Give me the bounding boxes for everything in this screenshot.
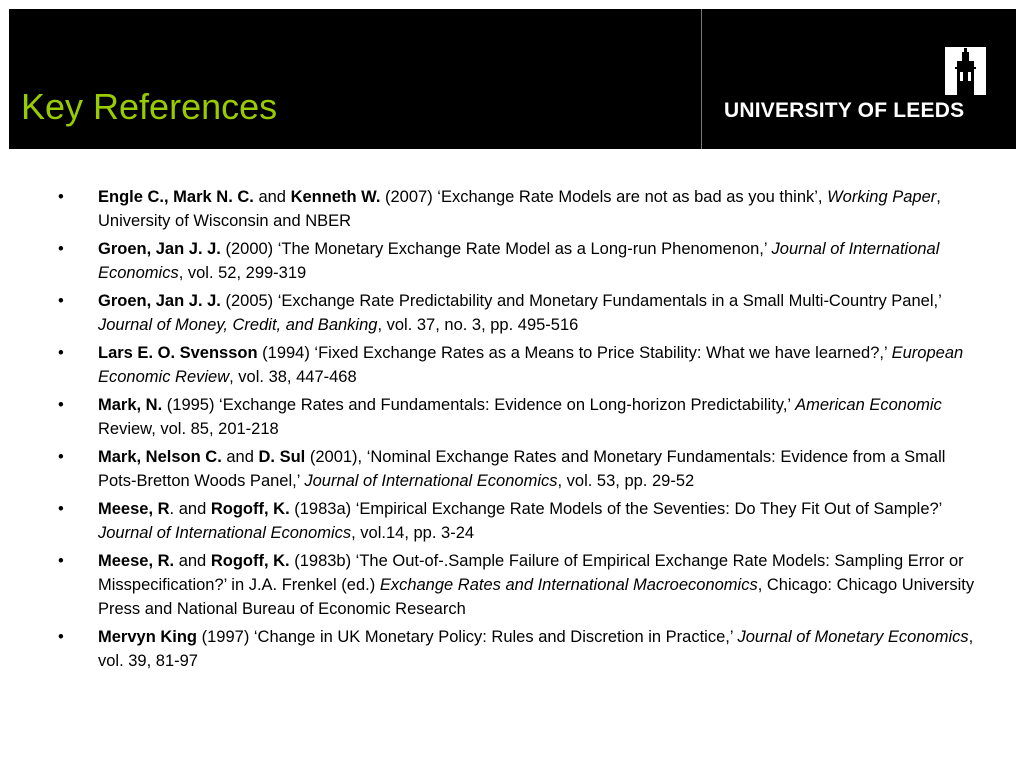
reference-author: Meese, R	[98, 500, 170, 518]
reference-text: (1994) ‘Fixed Exchange Rates as a Means to Price Stability: What we have learned?,’	[257, 344, 892, 362]
header-divider	[701, 9, 702, 149]
page-title: Key References	[21, 86, 278, 127]
reference-source: Journal of International Economics	[98, 240, 940, 282]
reference-author: Mark, N.	[98, 396, 163, 414]
reference-source: Exchange Rates and International Macroeconomics	[379, 576, 758, 594]
reference-text: , University of Wisconsin and NBER	[98, 188, 941, 230]
parkinson-tower-icon	[945, 47, 986, 95]
reference-list	[58, 185, 988, 677]
reference-text: (2005) ‘Exchange Rate Predictability and Monetary Fundamentals in a Small Multi-Country Panel,’	[220, 292, 942, 310]
reference-text: . and	[169, 500, 211, 518]
bullet-icon: •	[58, 292, 64, 310]
reference-text: (2007) ‘Exchange Rate Models are not as bad as you think’,	[380, 188, 828, 206]
reference-author: Meese, R.	[98, 552, 175, 570]
reference-item	[58, 497, 988, 545]
bullet-icon: •	[58, 552, 64, 570]
reference-text: , vol. 39, 81-97	[98, 628, 974, 670]
reference-item	[58, 341, 988, 389]
bullet-icon: •	[58, 448, 64, 466]
reference-source: Working Paper	[827, 188, 937, 206]
reference-text: and	[253, 188, 291, 206]
reference-source: Journal of Money, Credit, and Banking	[98, 316, 378, 334]
reference-text: (1983a) ‘Empirical Exchange Rate Models of the Seventies: Do They Fit Out of Sample?’	[289, 500, 942, 518]
reference-text: , vol.14, pp. 3-24	[351, 524, 475, 542]
reference-author: D. Sul	[258, 448, 306, 466]
reference-item	[58, 549, 988, 621]
reference-item	[58, 625, 988, 673]
bullet-icon: •	[58, 500, 64, 518]
reference-text: (1983b) ‘The Out-of-.Sample Failure of Empirical Exchange Rate Models: Sampling Error or Misspecification?’ in J.A. Frenkel (ed.)	[98, 552, 964, 594]
reference-author: Groen, Jan J. J.	[98, 240, 221, 258]
reference-item	[58, 185, 988, 233]
reference-text: , vol. 53, pp. 29-52	[557, 472, 695, 490]
reference-text: and	[174, 552, 211, 570]
reference-text: Review, vol. 85, 201-218	[98, 420, 279, 438]
reference-text: (2000) ‘The Monetary Exchange Rate Model as a Long-run Phenomenon,’	[220, 240, 772, 258]
reference-author: Engle C., Mark N. C.	[98, 188, 254, 206]
bullet-icon: •	[58, 628, 64, 646]
reference-author: Lars E. O. Svensson	[98, 344, 258, 362]
reference-source: Journal of Monetary Economics	[737, 628, 969, 646]
bullet-icon: •	[58, 188, 64, 206]
reference-text: , vol. 52, 299-319	[178, 264, 307, 282]
reference-source: Journal of International Economics	[98, 524, 352, 542]
header-bar	[9, 9, 1016, 149]
reference-item	[58, 445, 988, 493]
reference-author: Rogoff, K.	[210, 500, 290, 518]
bullet-icon: •	[58, 396, 64, 414]
reference-text: , Chicago: Chicago University Press and National Bureau of Economic Research	[98, 576, 975, 618]
university-logo	[724, 47, 992, 127]
reference-item	[58, 393, 988, 441]
reference-item	[58, 289, 988, 337]
reference-author: Rogoff, K.	[210, 552, 290, 570]
reference-author: Mervyn King	[98, 628, 198, 646]
reference-source: Journal of International Economics	[304, 472, 558, 490]
reference-source: European Economic Review	[98, 344, 964, 386]
reference-author: Mark, Nelson C.	[98, 448, 222, 466]
reference-source: American Economic	[795, 396, 942, 414]
bullet-icon: •	[58, 344, 64, 362]
reference-author: Kenneth W.	[290, 188, 381, 206]
reference-text: (2001), ‘Nominal Exchange Rates and Monetary Fundamentals: Evidence from a Small Pots-Bretton Woods Panel,’	[98, 448, 946, 490]
reference-text: (1997) ‘Change in UK Monetary Policy: Rules and Discretion in Practice,’	[197, 628, 738, 646]
reference-text: (1995) ‘Exchange Rates and Fundamentals: Evidence on Long-horizon Predictability,’	[162, 396, 796, 414]
reference-text: and	[221, 448, 259, 466]
reference-text: , vol. 38, 447-468	[229, 368, 357, 386]
reference-item	[58, 237, 988, 285]
reference-author: Groen, Jan J. J.	[98, 292, 221, 310]
university-name: UNIVERSITY OF LEEDS	[724, 99, 965, 122]
bullet-icon: •	[58, 240, 64, 258]
reference-text: , vol. 37, no. 3, pp. 495-516	[377, 316, 579, 334]
